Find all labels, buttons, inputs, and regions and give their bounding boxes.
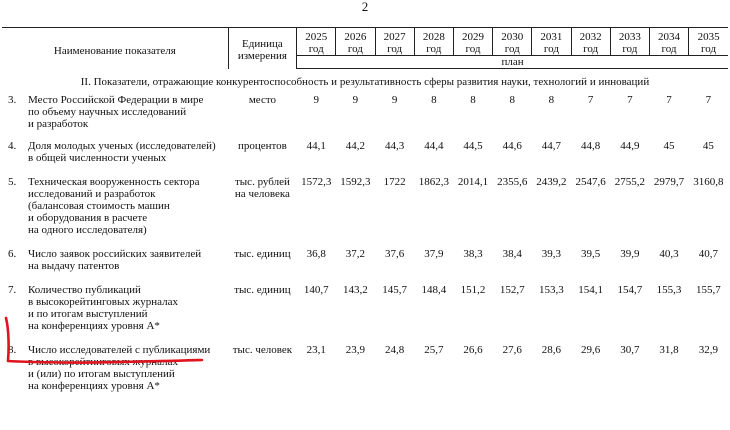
indicator-value-2033: 30,7 — [620, 344, 640, 356]
header-year-suffix: год — [387, 43, 403, 55]
indicator-name — [2, 94, 228, 140]
indicator-name-line: Техническая вооруженность сектора — [28, 176, 200, 188]
indicator-value-2031: 8 — [548, 94, 555, 106]
indicator-value-2028: 1862,3 — [418, 176, 449, 188]
indicator-row-3 — [2, 94, 728, 140]
indicator-unit-line: место — [248, 94, 276, 106]
indicator-name-line: Число заявок российских заявителей — [28, 248, 202, 260]
indicator-value-2030: 44,6 — [502, 140, 522, 152]
indicator-unit — [228, 284, 296, 344]
indicator-value-2035: 7 — [705, 94, 712, 106]
indicator-name-line: (балансовая стоимость машин — [28, 200, 170, 212]
indicator-value-2032: 2547,6 — [575, 176, 606, 188]
indicator-row-4 — [2, 140, 728, 176]
indicator-value-2028: 44,4 — [424, 140, 444, 152]
header-year-2034 — [649, 28, 688, 56]
indicator-value-2028: 25,7 — [424, 344, 444, 356]
indicator-name-line: на конференциях уровня А* — [28, 320, 160, 332]
indicator-unit-line: на человека — [234, 188, 290, 200]
indicator-value-2026: 9 — [352, 94, 359, 106]
header-year-2030 — [493, 28, 532, 56]
indicator-value-2027: 9 — [391, 94, 398, 106]
page-number: 2 — [361, 0, 369, 14]
indicator-value-2031: 44,7 — [541, 140, 562, 152]
indicator-value-2034: 155,3 — [656, 284, 682, 296]
header-plan-label: план — [297, 56, 728, 69]
indicator-row-8 — [2, 344, 728, 402]
indicator-number: 4. — [8, 140, 17, 152]
indicator-value-2025: 44,1 — [306, 140, 326, 152]
indicator-value-2029: 8 — [470, 94, 476, 106]
indicator-name — [2, 140, 228, 176]
indicator-unit-line: тыс. единиц — [234, 284, 291, 296]
indicator-value-2035: 40,7 — [698, 248, 718, 260]
indicator-value-2033: 2755,2 — [614, 176, 645, 188]
indicator-value-2026: 23,9 — [345, 344, 366, 356]
indicator-value-2029: 26,6 — [463, 344, 483, 356]
indicator-value-2035: 3160,8 — [693, 176, 724, 188]
indicator-value-2035: 45 — [702, 140, 714, 152]
indicator-value-2034: 40,3 — [659, 248, 679, 260]
header-year-2026 — [336, 28, 375, 56]
header-year-2033 — [610, 28, 649, 56]
indicator-unit — [228, 344, 296, 402]
indicator-unit-line: тыс. человек — [232, 344, 293, 356]
indicator-value-2027: 44,3 — [384, 140, 405, 152]
indicator-value-2035: 155,7 — [695, 284, 721, 296]
indicator-name — [2, 284, 228, 344]
indicator-value-2030: 152,7 — [499, 284, 525, 296]
indicator-value-2026: 1592,3 — [340, 176, 371, 188]
section-row — [2, 69, 728, 95]
indicators-table — [2, 27, 728, 402]
indicator-value-2028: 148,4 — [421, 284, 447, 296]
indicator-number: 3. — [8, 94, 17, 106]
indicator-value-2033: 154,7 — [617, 284, 643, 296]
indicator-unit — [228, 94, 296, 140]
header-year-value: 2031 — [540, 31, 563, 43]
header-year-value: 2026 — [344, 31, 367, 43]
indicator-name-line: и (или) по итогам выступлений — [28, 368, 175, 380]
header-year-suffix: год — [465, 43, 481, 55]
indicator-unit — [228, 176, 296, 248]
indicator-value-2030: 38,4 — [502, 248, 522, 260]
indicator-value-2026: 143,2 — [343, 284, 368, 296]
header-year-suffix: год — [308, 43, 324, 55]
indicator-number: 7. — [8, 284, 17, 296]
indicator-unit — [228, 248, 296, 284]
header-year-value: 2027 — [383, 31, 406, 43]
header-year-value: 2025 — [305, 31, 328, 43]
header-year-2027 — [375, 28, 414, 56]
indicator-value-2034: 45 — [663, 140, 675, 152]
header-year-value: 2028 — [422, 31, 445, 43]
indicator-number: 6. — [8, 248, 17, 260]
indicator-row-5 — [2, 176, 728, 248]
indicator-name-line: по объему научных исследований — [28, 106, 187, 118]
indicator-unit-line: процентов — [237, 140, 287, 152]
indicator-value-2031: 153,3 — [539, 284, 564, 296]
indicator-value-2035: 32,9 — [698, 344, 718, 356]
indicator-name-line: и оборудования в расчете — [28, 212, 148, 224]
header-year-value: 2035 — [697, 31, 720, 43]
indicator-value-2032: 39,5 — [581, 248, 601, 260]
indicator-value-2031: 39,3 — [541, 248, 562, 260]
indicator-value-2027: 145,7 — [382, 284, 407, 296]
header-year-suffix: год — [583, 43, 599, 55]
header-year-2029 — [453, 28, 492, 56]
indicator-value-2032: 29,6 — [581, 344, 601, 356]
header-year-value: 2033 — [618, 31, 641, 43]
indicator-value-2028: 8 — [431, 94, 437, 106]
indicator-value-2030: 2355,6 — [497, 176, 528, 188]
header-year-suffix: год — [622, 43, 638, 55]
indicator-row-7 — [2, 284, 728, 344]
indicator-value-2025: 140,7 — [303, 284, 329, 296]
indicator-value-2032: 154,1 — [578, 284, 603, 296]
indicator-unit — [228, 140, 296, 176]
indicator-value-2030: 27,6 — [502, 344, 522, 356]
indicator-name-line: и разработок — [28, 118, 89, 130]
indicator-name-line: Число исследователей с публикациями — [28, 344, 211, 356]
indicator-number: 5. — [8, 176, 17, 188]
indicator-value-2032: 7 — [587, 94, 594, 106]
indicator-name — [2, 248, 228, 284]
header-year-2028 — [414, 28, 453, 56]
indicator-value-2027: 37,6 — [384, 248, 405, 260]
indicator-value-2031: 28,6 — [541, 344, 562, 356]
indicator-value-2027: 24,8 — [384, 344, 405, 356]
indicator-value-2034: 2979,7 — [653, 176, 685, 188]
header-year-suffix: год — [347, 43, 363, 55]
indicator-value-2033: 39,9 — [620, 248, 640, 260]
indicator-name-line: исследований и разработок — [28, 188, 156, 200]
indicator-value-2029: 38,3 — [463, 248, 483, 260]
header-row — [2, 28, 728, 56]
header-unit-column — [228, 28, 296, 69]
header-year-suffix: год — [661, 43, 677, 55]
indicator-number: 8. — [8, 344, 17, 356]
indicator-name-line: Количество публикаций — [28, 284, 141, 296]
indicator-value-2028: 37,9 — [424, 248, 444, 260]
header-year-value: 2030 — [501, 31, 524, 43]
indicator-unit-line: тыс. единиц — [234, 248, 291, 260]
indicator-value-2029: 2014,1 — [457, 176, 489, 188]
indicator-value-2026: 37,2 — [345, 248, 366, 260]
header-year-2025 — [297, 28, 336, 56]
header-year-suffix: год — [543, 43, 559, 55]
indicator-value-2027: 1722 — [383, 176, 406, 188]
header-year-suffix: год — [426, 43, 442, 55]
header-unit-line: Единица — [242, 37, 283, 50]
indicator-name — [2, 176, 228, 248]
header-year-value: 2032 — [579, 31, 602, 43]
indicator-name-line: в высокорейтинговых журналах — [28, 356, 178, 368]
header-year-2032 — [571, 28, 610, 56]
indicator-value-2026: 44,2 — [345, 140, 366, 152]
indicator-value-2025: 36,8 — [306, 248, 326, 260]
indicator-value-2025: 1572,3 — [301, 176, 332, 188]
indicator-row-6 — [2, 248, 728, 284]
indicator-name-line: на выдачу патентов — [28, 260, 120, 272]
indicator-name-line: Доля молодых ученых (исследователей) — [28, 140, 216, 152]
header-year-value: 2029 — [462, 31, 485, 43]
indicator-value-2033: 44,9 — [620, 140, 640, 152]
indicator-value-2031: 2439,2 — [536, 176, 567, 188]
header-year-suffix: год — [504, 43, 520, 55]
header-unit-line: измерения — [237, 49, 287, 62]
indicator-name-line: и по итогам выступлений — [28, 308, 148, 320]
header-year-2035 — [689, 28, 728, 56]
indicator-name-line: на одного исследователя) — [28, 224, 147, 236]
indicator-name-line: в высокорейтинговых журналах — [28, 296, 178, 308]
indicator-value-2034: 7 — [666, 94, 672, 106]
header-year-value: 2034 — [658, 31, 681, 43]
indicator-unit-line: тыс. рублей — [234, 176, 290, 188]
section-title: II. Показатели, отражающие конкурентоспособность и результативность сферы развития науки, технологий и инноваций — [80, 76, 650, 88]
indicator-value-2030: 8 — [509, 94, 515, 106]
indicator-name-line: Место Российской Федерации в мире — [28, 94, 204, 106]
indicator-value-2032: 44,8 — [581, 140, 601, 152]
header-year-suffix: год — [701, 43, 717, 55]
header-name-column: Наименование показателя — [2, 28, 228, 69]
indicator-name-line: в общей численности ученых — [28, 152, 167, 164]
indicator-value-2034: 31,8 — [659, 344, 679, 356]
indicator-value-2025: 23,1 — [306, 344, 326, 356]
indicator-name-line: на конференциях уровня А* — [28, 380, 160, 392]
header-year-2031 — [532, 28, 571, 56]
indicator-value-2033: 7 — [627, 94, 633, 106]
indicator-value-2029: 151,2 — [460, 284, 486, 296]
indicator-value-2029: 44,5 — [463, 140, 483, 152]
indicator-name — [2, 344, 228, 402]
indicator-value-2025: 9 — [313, 94, 319, 106]
